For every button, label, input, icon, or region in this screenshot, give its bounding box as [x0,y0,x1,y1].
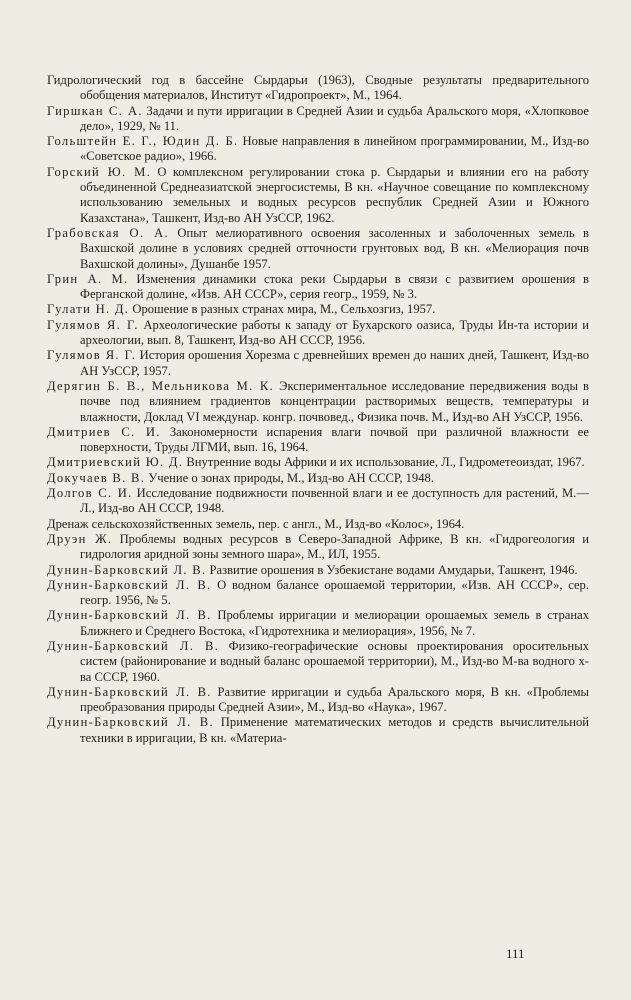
entry-author: Дмитриев С. И. [47,424,161,439]
entry-text: О комплексном регулировании стока р. Сырдарьи и влиянии его на работу объединенной Среднеазиатской энергосистемы, В кн. «Научное совещание по комплексному использованию земельных и водных ресурсов республик Средней Азии и Южного Казахстана», Ташкент, Изд-во АН УзССР, 1962. [80,164,589,225]
entry-author: Дунин-Барковский Л. В. [47,562,207,577]
entry-text: О водном балансе орошаемой территории, «Изв. АН СССР», сер. геогр. 1956, № 5. [80,577,589,608]
bibliography-list [47,73,589,746]
entry-author: Дунин-Барковский Л. В. [47,715,214,730]
entry-text: Проблемы водных ресурсов в Северо-Западной Африке, В кн. «Гидрогеология и гидрология аридной зоны земного шара», М., ИЛ, 1955. [80,531,589,562]
bibliography-entry [47,134,589,165]
entry-author: Дунин-Барковский Л. В. [47,577,212,592]
bibliography-entry [47,455,589,470]
bibliography-entry [47,608,589,639]
bibliography-entry [47,715,589,746]
entry-author: Гулямов Я. Г. [47,317,139,332]
entry-text: Новые направления в линейном программировании, М., Изд-во «Советское радио», 1966. [80,134,589,164]
bibliography-entry [47,104,589,135]
entry-text: Задачи и пути ирригации в Средней Азии и судьба Аральского моря, «Хлопковое дело», 1929, № 11. [80,103,590,133]
entry-author: Горский Ю. М. [47,164,152,179]
bibliography-entry [47,517,589,532]
entry-text: Проблемы ирригации и мелиорации орошаемых земель в странах Ближнего и Среднего Востока, «Гидротехника и мелиорация», 1956, № 7. [80,608,590,638]
bibliography-entry [47,486,589,517]
entry-author: Дунин-Барковский Л. В. [47,684,212,699]
entry-text: Археологические работы к западу от Бухарского оазиса, Труды Ин-та истории и археологии, вып. 8, Ташкент, Изд-во АН СССР, 1956. [80,317,589,348]
entry-text: Внутренние воды Африки и их использование, Л., Гидрометеоиздат, 1967. [183,455,585,470]
entry-text: Развитие ирригации и судьба Аральского моря, В кн. «Проблемы преобразования природы Средней Азии», М., Изд-во «Наука», 1967. [80,684,589,715]
bibliography-entry [47,226,589,272]
entry-author: Гольштейн Е. Г., Юдин Д. Б. [47,134,239,149]
entry-text: Изменения динамики стока реки Сырдарьи в связи с развитием орошения в Ферганской долине, «Изв. АН СССР», серия геогр., 1959, № 3. [80,271,589,302]
entry-text: История орошения Хорезма с древнейших времен до наших дней, Ташкент, Изд-во АН УзССР, 1957. [80,348,589,378]
bibliography-entry [47,348,589,379]
bibliography-entry [47,639,589,685]
bibliography-entry [47,318,589,349]
entry-text: Исследование подвижности почвенной влаги и ее доступность для растений, М.—Л., Изд-во АН СССР, 1948. [80,486,589,516]
entry-text: Физико-географические основы проектирования оросительных систем (районирование и водный баланс орошаемой территории), М., Изд-во М-ва водного х-ва СССР, 1960. [80,638,590,684]
page-number: 111 [506,946,525,961]
bibliography-entry [47,471,589,486]
entry-text: Экспериментальное исследование передвижения воды в почве под влиянием градиентов концентрации растворимых веществ, температуры и влажности, Доклад VI междунар. конгр. почвовед., Физика почв. М., Изд-во АН УзССР, 1956. [80,378,589,424]
entry-author: Докучаев В. В. [47,470,146,485]
entry-author: Друэн Ж. [47,531,113,546]
entry-text: Гидрологический год в бассейне Сырдарьи (1963), Сводные результаты предварительного обобщения материалов, Институт «Гидропроект», М., 1964. [47,73,589,103]
entry-text: Развитие орошения в Узбекистане водами Амударьи, Ташкент, 1946. [206,562,578,577]
entry-text: Учение о зонах природы, М., Изд-во АН СССР, 1948. [145,470,434,485]
bibliography-entry [47,532,589,563]
entry-text: Опыт мелиоративного освоения засоленных и заболоченных земель в Вахшской долине в условиях средней отточности грунтовых вод, В кн. «Мелиорация почв Вахшской долины», Душанбе 1957. [80,225,589,271]
entry-author: Гиршкан С. А. [47,103,143,118]
entry-author: Грабовская О. А. [47,225,169,240]
bibliography-entry [47,685,589,716]
entry-author: Дерягин Б. В., Мельникова М. К. [47,378,275,393]
entry-author: Гулямов Я. Г. [47,348,137,363]
entry-author: Долгов С. И. [47,486,133,501]
entry-author: Дунин-Барковский Л. В. [47,608,212,623]
bibliography-entry [47,73,589,104]
entry-author: Грин А. М. [47,271,129,286]
entry-text: Закономерности испарения влаги почвой при различной влажности ее поверхности, Труды ЛГМИ, вып. 16, 1964. [80,424,589,455]
bibliography-entry [47,425,589,456]
bibliography-entry [47,272,589,303]
entry-author: Дунин-Барковский Л. В. [47,638,220,653]
bibliography-entry [47,302,589,317]
entry-text: Дренаж сельскохозяйственных земель, пер. с англ., М., Изд-во «Колос», 1964. [47,516,465,531]
entry-author: Гулати Н. Д. [47,302,130,317]
entry-text: Применение математических методов и средств вычислительной техники в ирригации, В кн. «Материа- [80,715,589,745]
entry-author: Дмитриевский Ю. Д. [47,455,184,470]
bibliography-entry [47,165,589,226]
entry-text: Орошение в разных странах мира, М., Сельхозгиз, 1957. [129,302,436,317]
bibliography-entry [47,578,589,609]
bibliography-entry [47,379,589,425]
bibliography-entry [47,563,589,578]
